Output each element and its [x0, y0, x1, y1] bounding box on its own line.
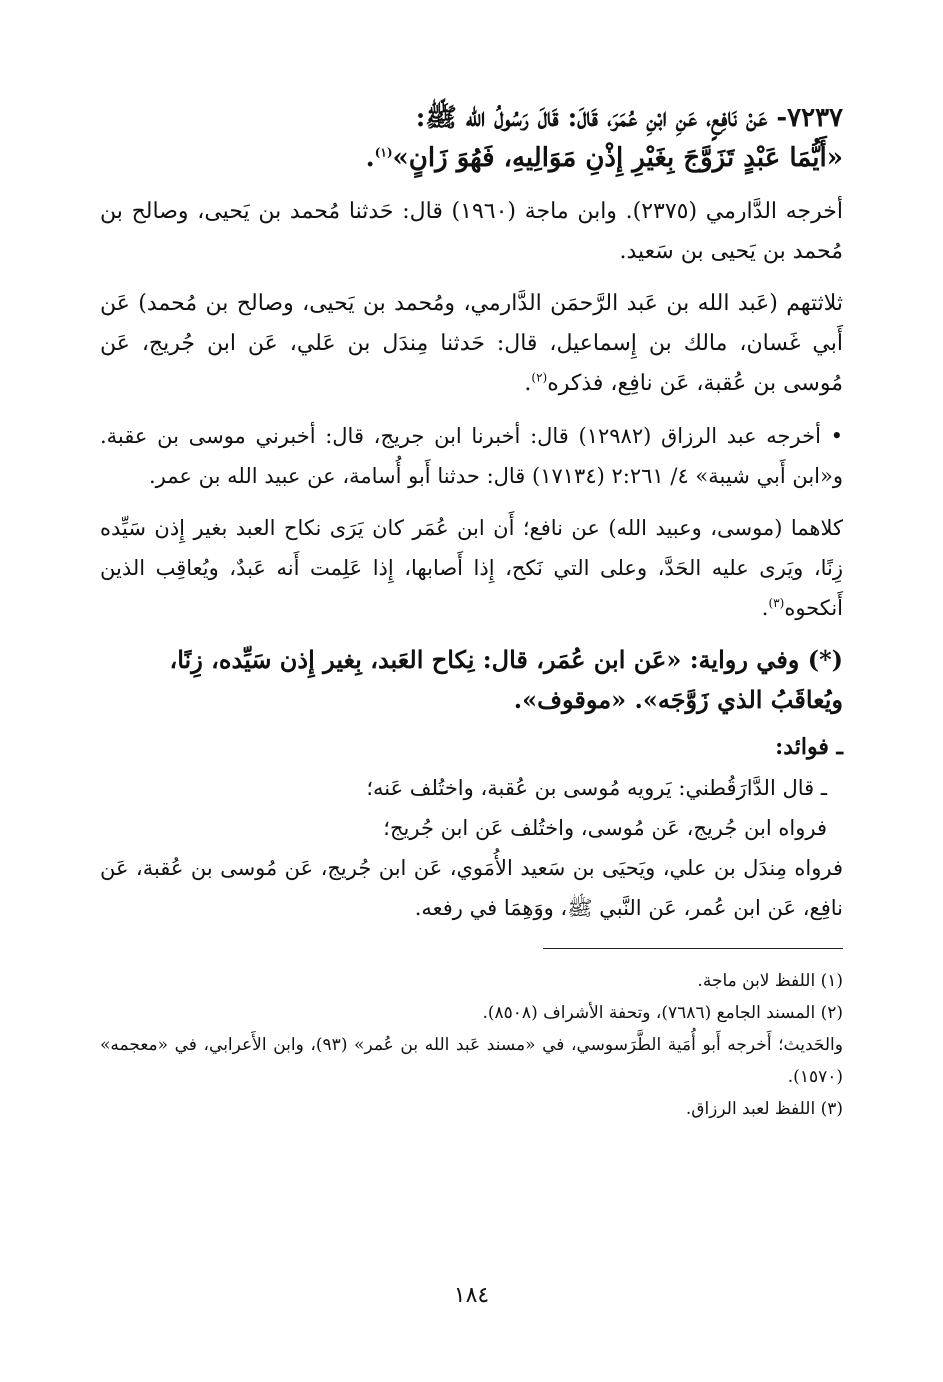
takhrij-paragraph-2-end: . [524, 371, 532, 396]
fawaid-heading: ـ فوائد: [775, 734, 843, 760]
takhrij-paragraph-4-end: . [761, 596, 769, 620]
footnote-3: (٣) اللفظ لعبد الرزاق. [685, 1099, 843, 1119]
fawaid-line-2: فرواه ابن جُريج، عَن مُوسى، واختُلف عَن ابن جُريج؛ [383, 816, 827, 840]
hadith-text [100, 138, 843, 178]
takhrij-paragraph-3: • أخرجه عبد الرزاق (١٢٩٨٢) قال: أخبرنا ابن جريج، قال: أخبرني موسى بن عقبة. و«ابن أَبي شيبة» ٤/ ٢:٢٦١ (١٧١٣٤) قال: حدثنا أَبو أُسامة، عن عبيد الله بن عمر. [100, 424, 843, 488]
footnote-divider [543, 948, 843, 949]
page-number: ١٨٤ [453, 1283, 490, 1308]
footnote-ref-3[interactable]: (٣) [768, 596, 785, 610]
footnote-2-continuation: والحَديث؛ أَخرجه أَبو أُمَية الطَّرَسوسي، في «مسند عَبد الله بن عُمر» (٩٣)، وابن الأَعرابي، في «معجمه» (١٥٧٠). [100, 1035, 843, 1087]
hadith-quote-end: . [365, 143, 375, 173]
takhrij-paragraph-4-text: كلاهما (موسى، وعبيد الله) عن نافع؛ أَن ابن عُمَر كان يَرَى نكاح العبد بغير إِذن سَيِّده زِنًا، ويَرى عليه الحَدَّ، وعلى التي نَكح، إِذا أَصابها، إِذا عَلِمت أَنه عَبدٌ، ويُعاقِب الذين أَنكحوه [100, 516, 843, 620]
hadith-header [100, 98, 843, 138]
footnote-ref-2[interactable]: (٢) [531, 370, 548, 385]
takhrij-paragraph-1: أخرجه الدَّارمي (٢٣٧٥). وابن ماجة (١٩٦٠) قال: حَدثنا مُحمد بن يَحيى، وصالح بن مُحمد بن يَحيى بن سَعيد. [100, 199, 843, 264]
hadith-quote-text: «أَيُّمَا عَبْدٍ تَزَوَّجَ بِغَيْرِ إِذْنِ مَوَالِيهِ، فَهُوَ زَانٍ» [392, 143, 843, 173]
takhrij-paragraph-2 [100, 284, 843, 404]
fawaid-line-3: فرواه مِندَل بن علي، ويَحيَى بن سَعيد الأُمَوي، عَن ابن جُريج، عَن مُوسى بن عُقبة، عَن نافِع، عَن ابن عُمر، عَن النَّبي ﷺ، ووَهِمَا في رفعه. [100, 856, 843, 920]
hadith-header-text: ٧٢٣٧- عَنْ نَافِعٍ، عَنِ ابْنِ عُمَرَ، قَالَ: قَالَ رَسُولُ الله ﷺ: [415, 103, 843, 133]
takhrij-paragraph-4 [100, 508, 843, 628]
takhrij-paragraph-2-text: ثلاثتهم (عَبد الله بن عَبد الرَّحمَن الدَّارمي، ومُحمد بن يَحيى، وصالح بن مُحمد) عَن أَبي غَسان، مالك بن إِسماعيل، قال: حَدثنا مِندَل بن عَلي، عَن ابن جُريج، عَن مُوسى بن عُقبة، عَن نافِع، فذكره [100, 291, 843, 396]
footnote-ref-1[interactable]: (١) [374, 145, 393, 160]
fawaid-line-1: ـ قال الدَّارَقُطني: يَرويه مُوسى بن عُقبة، واختُلف عَنه؛ [366, 776, 827, 800]
footnote-2: (٢) المسند الجامع (٧٦٨٦)، وتحفة الأشراف (٨٥٠٨). [482, 1003, 843, 1023]
riwaya-paragraph: (*) وفي رواية: «عَن ابن عُمَر، قال: نِكاح العَبد، بِغير إِذن سَيِّده، زِنًا، ويُعاقَبُ الذي زَوَّجَه». «موقوف». [169, 645, 843, 714]
footnote-1: (١) اللفظ لابن ماجة. [697, 971, 843, 991]
